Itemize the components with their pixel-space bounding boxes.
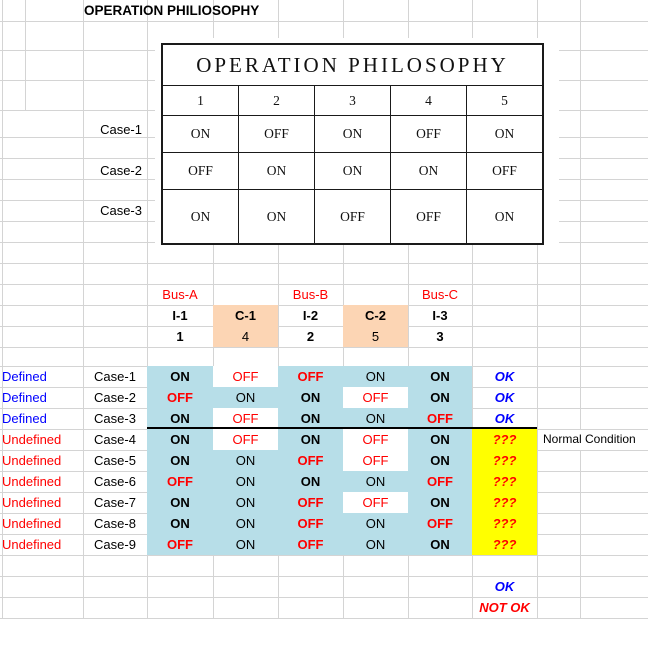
- switch-state-cell[interactable]: OFF: [232, 411, 259, 426]
- philosophy-value: ON: [190, 209, 211, 224]
- switch-state-cell[interactable]: OFF: [167, 474, 193, 489]
- breaker-number-4[interactable]: 4: [241, 329, 250, 344]
- switch-state-cell[interactable]: ON: [365, 369, 386, 384]
- philosophy-col-header: 3: [314, 86, 390, 115]
- switch-state-cell[interactable]: ON: [365, 474, 386, 489]
- philosophy-table-body: [163, 85, 542, 243]
- legend-not-ok[interactable]: NOT OK: [479, 600, 530, 615]
- switch-c1-label[interactable]: C-1: [235, 308, 256, 323]
- upper-case-label[interactable]: Case-1: [100, 122, 142, 137]
- case-state-cell[interactable]: Defined: [2, 390, 47, 405]
- case-name-cell[interactable]: Case-6: [94, 474, 136, 489]
- gridline: [0, 555, 648, 556]
- switch-state-cell[interactable]: ON: [235, 390, 256, 405]
- case-state-cell[interactable]: Undefined: [2, 495, 62, 510]
- philosophy-col-header: 5: [466, 86, 542, 115]
- philosophy-col-header: 4: [390, 86, 466, 115]
- switch-state-cell[interactable]: ON: [170, 432, 190, 447]
- switch-state-cell[interactable]: ON: [300, 474, 321, 489]
- case-status-cell[interactable]: ???: [492, 453, 517, 468]
- switch-c2-label[interactable]: C-2: [365, 308, 386, 323]
- case-state-cell[interactable]: Undefined: [2, 453, 62, 468]
- gridline: [0, 263, 648, 264]
- philosophy-value: OFF: [188, 163, 213, 178]
- case-status-cell[interactable]: ???: [492, 495, 517, 510]
- switch-state-cell[interactable]: OFF: [232, 432, 259, 447]
- philosophy-table-image[interactable]: [155, 38, 559, 243]
- case-name-cell[interactable]: Case-1: [94, 369, 136, 384]
- sheet-title-cell[interactable]: OPERATION PHILIOSOPHY: [84, 3, 260, 18]
- switch-state-cell[interactable]: OFF: [297, 369, 324, 384]
- breaker-number-5[interactable]: 5: [371, 329, 380, 344]
- switch-state-cell[interactable]: OFF: [297, 453, 324, 468]
- philosophy-value: OFF: [390, 190, 466, 243]
- switch-state-cell[interactable]: OFF: [297, 516, 324, 531]
- switch-state-cell[interactable]: OFF: [232, 369, 259, 384]
- philosophy-value: ON: [466, 190, 542, 243]
- case-name-cell[interactable]: Case-7: [94, 495, 136, 510]
- case-name-cell[interactable]: Case-3: [94, 411, 136, 426]
- philosophy-table: [161, 43, 544, 245]
- philosophy-col-header: 2: [238, 86, 314, 115]
- philosophy-value-row: [163, 189, 542, 243]
- philosophy-value-row: [163, 115, 542, 152]
- switch-state-cell[interactable]: ON: [365, 537, 386, 552]
- case-state-cell[interactable]: Undefined: [2, 474, 62, 489]
- philosophy-table-title: OPERATION PHILOSOPHY: [196, 53, 509, 77]
- philosophy-value: ON: [238, 153, 314, 189]
- philosophy-value: ON: [390, 153, 466, 189]
- upper-case-label[interactable]: Case-2: [100, 163, 142, 178]
- bus-b-label[interactable]: Bus-B: [292, 287, 329, 302]
- switch-state-cell[interactable]: ON: [430, 390, 450, 405]
- switch-state-cell[interactable]: ON: [235, 495, 256, 510]
- switch-state-cell[interactable]: ON: [170, 369, 190, 384]
- switch-state-cell[interactable]: OFF: [297, 537, 324, 552]
- switch-state-cell[interactable]: ON: [430, 369, 450, 384]
- gridline: [580, 0, 581, 429]
- case-status-cell[interactable]: ???: [492, 537, 517, 552]
- gridline: [0, 347, 648, 348]
- case-status-cell[interactable]: OK: [494, 390, 515, 405]
- case-status-cell[interactable]: OK: [494, 369, 515, 384]
- switch-state-cell[interactable]: ON: [365, 411, 386, 426]
- case-name-cell[interactable]: Case-5: [94, 453, 136, 468]
- switch-state-cell[interactable]: ON: [430, 453, 450, 468]
- philosophy-col-header: 1: [197, 93, 204, 108]
- switch-state-cell[interactable]: ON: [300, 432, 321, 447]
- philosophy-value: OFF: [466, 153, 542, 189]
- philosophy-value: OFF: [390, 116, 466, 152]
- switch-state-cell[interactable]: ON: [300, 390, 321, 405]
- case-status-cell[interactable]: ???: [492, 516, 517, 531]
- switch-state-cell[interactable]: OFF: [362, 453, 389, 468]
- philosophy-value: ON: [314, 153, 390, 189]
- switch-state-cell[interactable]: ON: [235, 537, 256, 552]
- switch-state-cell[interactable]: ON: [430, 537, 450, 552]
- switch-state-cell[interactable]: OFF: [167, 390, 193, 405]
- upper-case-label[interactable]: Case-3: [100, 203, 142, 218]
- case-status-cell[interactable]: ???: [492, 474, 517, 489]
- switch-state-cell[interactable]: ON: [235, 516, 256, 531]
- switch-state-cell[interactable]: ON: [170, 411, 190, 426]
- breaker-number-2[interactable]: 2: [306, 329, 315, 344]
- case-state-cell[interactable]: Defined: [2, 411, 47, 426]
- case-status-cell[interactable]: OK: [494, 411, 515, 426]
- philosophy-value: OFF: [314, 190, 390, 243]
- bus-c-label[interactable]: Bus-C: [421, 287, 459, 302]
- switch-state-cell[interactable]: OFF: [427, 474, 453, 489]
- philosophy-value: ON: [314, 116, 390, 152]
- case-name-cell[interactable]: Case-9: [94, 537, 136, 552]
- switch-state-cell[interactable]: ON: [235, 474, 256, 489]
- philosophy-value: ON: [466, 116, 542, 152]
- legend-ok[interactable]: OK: [494, 579, 515, 594]
- switch-state-cell[interactable]: OFF: [362, 390, 389, 405]
- case-name-cell[interactable]: Case-2: [94, 390, 136, 405]
- case-name-cell[interactable]: Case-8: [94, 516, 136, 531]
- philosophy-value: ON: [190, 126, 211, 141]
- switch-i1-label[interactable]: I-1: [172, 308, 188, 323]
- switch-state-cell[interactable]: OFF: [427, 411, 453, 426]
- switch-state-cell[interactable]: ON: [170, 495, 190, 510]
- case-state-cell[interactable]: Undefined: [2, 516, 62, 531]
- switch-state-cell[interactable]: ON: [430, 495, 450, 510]
- switch-state-cell[interactable]: ON: [170, 516, 190, 531]
- gridline: [0, 597, 648, 598]
- breaker-number-3[interactable]: 3: [436, 329, 444, 344]
- case-state-cell[interactable]: Undefined: [2, 537, 62, 552]
- philosophy-header-row: [163, 85, 542, 115]
- switch-i3-label[interactable]: I-3: [432, 308, 448, 323]
- switch-state-cell[interactable]: ON: [235, 453, 256, 468]
- switch-i2-label[interactable]: I-2: [302, 308, 319, 323]
- switch-state-cell[interactable]: ON: [365, 516, 386, 531]
- gridline: [0, 576, 648, 577]
- philosophy-value-row: [163, 152, 542, 189]
- switch-state-cell[interactable]: OFF: [427, 516, 453, 531]
- switch-state-cell[interactable]: OFF: [362, 432, 389, 447]
- normal-condition-note[interactable]: Normal Condition: [543, 432, 636, 446]
- switch-state-cell[interactable]: OFF: [297, 495, 324, 510]
- case-status-cell[interactable]: ???: [492, 432, 517, 447]
- gridline: [0, 21, 648, 22]
- case-name-cell[interactable]: Case-4: [94, 432, 136, 447]
- switch-state-cell[interactable]: ON: [170, 453, 190, 468]
- switch-state-cell[interactable]: ON: [300, 411, 321, 426]
- switch-state-cell[interactable]: OFF: [167, 537, 193, 552]
- switch-state-cell[interactable]: OFF: [362, 495, 389, 510]
- gridline: [0, 618, 648, 619]
- switch-state-cell[interactable]: ON: [430, 432, 450, 447]
- gridline: [25, 0, 26, 110]
- case-state-cell[interactable]: Undefined: [2, 432, 62, 447]
- case-state-cell[interactable]: Defined: [2, 369, 47, 384]
- philosophy-value: OFF: [238, 116, 314, 152]
- breaker-number-1[interactable]: 1: [176, 329, 184, 344]
- bus-a-label[interactable]: Bus-A: [162, 287, 198, 302]
- philosophy-value: ON: [238, 190, 314, 243]
